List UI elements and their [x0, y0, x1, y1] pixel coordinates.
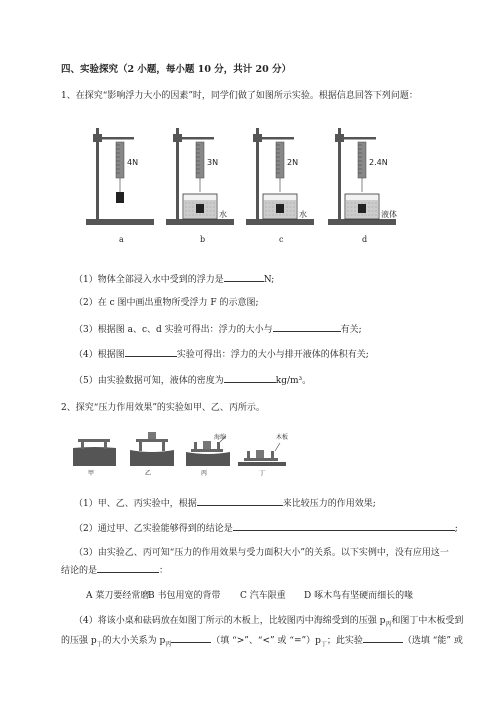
- q2-sub4-text-f: ；此实验: [326, 636, 363, 646]
- spring-scale: [116, 142, 124, 178]
- q1-sub3: [74, 322, 362, 336]
- scale-reading: 2N: [287, 158, 299, 167]
- q2-sub3-end: ：: [159, 566, 169, 576]
- stand-clamp: [253, 134, 262, 142]
- answer-blank[interactable]: [273, 322, 341, 332]
- iron-stand-c: [246, 128, 314, 225]
- stand-clamp: [93, 134, 102, 142]
- q2-sub1-end: 来比较压力的作用效果;: [282, 499, 376, 509]
- object: [116, 192, 124, 203]
- q2-caption-yi: 乙: [145, 470, 152, 477]
- q2-sub4-line2: [61, 633, 463, 651]
- q2-sub4-line1: [74, 615, 463, 631]
- q1-stem: 1、在探究“影响浮力大小的因素”时，同学们做了如图所示实验。根据信息回答下列问题：: [61, 91, 418, 101]
- liquid-label: 水: [219, 210, 227, 219]
- q2-label-board: 木板: [276, 434, 289, 441]
- answer-blank[interactable]: [224, 373, 276, 383]
- q2-sub3-line2: [61, 563, 168, 577]
- subscript: 丙: [385, 620, 392, 628]
- object: [276, 204, 284, 213]
- answer-blank[interactable]: [224, 272, 264, 282]
- q1-caption-a: a: [119, 235, 124, 244]
- q2-sub4-text-c: 的压强 p: [61, 636, 97, 646]
- answer-blank[interactable]: [233, 521, 455, 531]
- iron-stand-b: [166, 128, 234, 225]
- subscript: 丁: [96, 640, 103, 648]
- q2-sub1: [74, 496, 376, 510]
- q2-sub3-text: 结论的是: [61, 566, 98, 576]
- iron-stand-a: [86, 128, 154, 225]
- q1-caption-d: d: [362, 235, 368, 244]
- q2-sub4-text-e: （填 “>”、“<” 或 “=”）p: [211, 636, 321, 646]
- option-b[interactable]: B 书包用宽的背带: [148, 591, 221, 601]
- q1-sub4: [74, 347, 369, 361]
- answer-blank[interactable]: [125, 347, 177, 357]
- q2-caption-bing: 丙: [201, 470, 208, 477]
- object: [196, 204, 204, 213]
- object: [358, 204, 366, 213]
- q1-sub1: [74, 272, 274, 286]
- q2-sub2-text: （2）通过甲、乙实验能够得到的结论是: [74, 524, 233, 534]
- q1-sub4-text: （4）根据图: [74, 350, 125, 360]
- stand-clamp: [335, 134, 344, 142]
- spring-scale: [358, 142, 366, 178]
- section-title: 四、实验探究（2 小题，每小题 10 分，共计 20 分）: [61, 64, 292, 75]
- iron-stand-d: [328, 128, 397, 225]
- q2-sub4-text-d: 的大小关系为 p: [102, 636, 166, 646]
- q2-sub4-text-b: 和图丁中木板受到: [391, 616, 464, 626]
- q1-sub1-text: （1）物体全部浸入水中受到的浮力是: [74, 275, 224, 285]
- q2-label-sponge: 海绵: [214, 434, 227, 441]
- answer-blank[interactable]: [97, 563, 159, 573]
- q1-sub2: （2）在 c 图中画出重物所受浮力 F 的示意图;: [74, 298, 259, 308]
- q1-sub5: [74, 373, 311, 387]
- option-d[interactable]: D 啄木鸟有坚硬而细长的喙: [304, 591, 414, 601]
- q2-sub3-line1: （3）由实验乙、丙可知“压力的作用效果与受力面积大小”的关系。以下实例中，没有应用这一: [74, 548, 449, 558]
- liquid-label: 液体: [381, 210, 397, 219]
- answer-blank[interactable]: [197, 496, 283, 506]
- spring-scale: [196, 142, 204, 178]
- q2-pressure-figure: [70, 428, 310, 478]
- option-c[interactable]: C 汽车限重: [240, 591, 286, 601]
- q1-sub5-unit: kg/m³。: [275, 376, 312, 386]
- answer-blank[interactable]: [171, 633, 211, 643]
- option-a[interactable]: A 菜刀要经常磨: [86, 591, 150, 601]
- q1-sub5-text: （5）由实验数据可知，液体的密度为: [74, 376, 224, 386]
- scale-reading: 2.4N: [369, 158, 388, 167]
- liquid-label: 水: [299, 210, 307, 219]
- q2-sub2: [74, 521, 458, 535]
- q2-sub2-end: ;: [454, 524, 458, 534]
- q1-sub3-end: 有关;: [340, 325, 362, 335]
- q1-sub4-end: 实验可得出：浮力的大小与排开液体的体积有关;: [176, 350, 369, 360]
- spring-scale: [276, 142, 284, 178]
- answer-blank[interactable]: [363, 633, 403, 643]
- q1-sub1-unit: N;: [263, 275, 275, 285]
- scale-reading: 4N: [127, 158, 139, 167]
- subscript: 丙: [165, 640, 172, 648]
- subscript: 丁: [320, 640, 327, 648]
- q2-caption-ding: 丁: [259, 470, 266, 477]
- q1-caption-c: c: [279, 235, 284, 244]
- stand-clamp: [173, 134, 182, 142]
- scale-reading: 3N: [207, 158, 219, 167]
- q2-caption-jia: 甲: [88, 470, 95, 477]
- q2-sub4-text-g: （选填 “能” 或: [402, 636, 463, 646]
- q1-buoyancy-figure: [84, 120, 414, 245]
- q1-sub3-text: （3）根据图 a、c、d 实验可得出：浮力的大小与: [74, 325, 273, 335]
- q1-caption-b: b: [200, 235, 206, 244]
- q2-sub4-text: （4）将该小桌和砝码放在如图丁所示的木板上，比较图丙中海绵受到的压强 p: [74, 616, 386, 626]
- q2-stem: 2、探究“压力作用效果”的实验如甲、乙、丙所示。: [61, 403, 265, 413]
- q2-sub1-text: （1）甲、乙、丙实验中，根据: [74, 499, 197, 509]
